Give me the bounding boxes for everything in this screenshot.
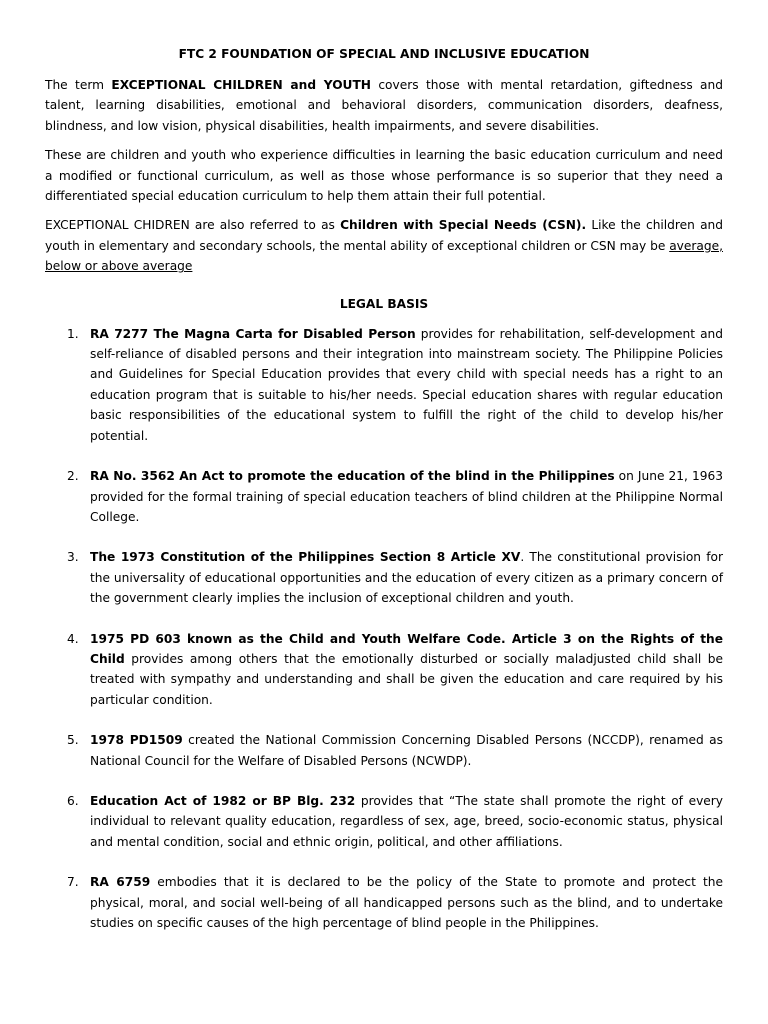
intro-p3-underlined: average, below or above average bbox=[45, 238, 723, 274]
list-item-body bbox=[90, 872, 723, 933]
list-item-text: . The constitutional provision for the universality of educational opportunities and the education of every citizen as a primary concern of the government clearly implies the inclusion of exceptional children and youth. bbox=[90, 550, 723, 606]
list-item-number: 7. bbox=[67, 875, 79, 890]
list-item-body bbox=[90, 791, 723, 852]
list-item-text: provides that “The state shall promote the right of every individual to relevant quality education, regardless of sex, age, breed, socio-economic status, physical and mental condition, social and ethnic origin, political, and other affiliations. bbox=[90, 793, 724, 849]
list-item-body bbox=[90, 324, 723, 446]
list-item-body bbox=[90, 547, 723, 608]
list-item-text: provides among others that the emotionally disturbed or socially maladjusted child shall be treated with sympathy and understanding and shall be given the education and care required by his particular condition. bbox=[90, 651, 723, 707]
list-item-number: 5. bbox=[67, 733, 79, 748]
list-item-text: created the National Commission Concerning Disabled Persons (NCCDP), renamed as National Council for the Welfare of Disabled Persons (NCWDP). bbox=[90, 733, 723, 768]
list-item-law-title: RA No. 3562 An Act to promote the education of the blind in the Philippines bbox=[90, 469, 615, 484]
intro-paragraph-1 bbox=[45, 75, 723, 136]
legal-basis-heading: LEGAL BASIS bbox=[339, 296, 429, 311]
list-item-number: 1. bbox=[67, 326, 79, 341]
list-item-law-title: RA 6759 bbox=[90, 875, 151, 890]
intro-p1-lead: The term bbox=[45, 78, 112, 92]
list-item bbox=[45, 730, 723, 771]
list-item-text: provides for rehabilitation, self-development and self-reliance of disabled persons and their integration into mainstream society. The Philippine Policies and Guidelines for Special Education provides that every child with special needs has a right to an education program that is suitable to his/her needs. Special education shares with regular education basic responsibilities of the educational system to fulfill the right of the child to develop his/her potential. bbox=[90, 326, 723, 443]
list-item-number: 2. bbox=[67, 469, 79, 484]
list-item-text: embodies that it is declared to be the policy of the State to promote and protect the physical, moral, and social well-being of all handicapped persons such as the blind, and to undertake studies on specific causes of the high percentage of blind people in the Philippines. bbox=[90, 875, 723, 930]
intro-p3-mid: Like the children and youth in elementary and secondary schools, the mental ability of exceptional children or CSN may be bbox=[45, 218, 724, 253]
list-item bbox=[45, 324, 723, 446]
list-item-law-title: RA 7277 The Magna Carta for Disabled Person bbox=[90, 326, 416, 341]
list-item-law-title: 1978 PD1509 bbox=[90, 733, 183, 748]
document-title: FTC 2 FOUNDATION OF SPECIAL AND INCLUSIVE EDUCATION bbox=[178, 47, 590, 61]
list-item-body bbox=[90, 466, 723, 527]
list-item bbox=[45, 466, 723, 527]
legal-basis-list bbox=[45, 324, 723, 934]
list-item-law-title: The 1973 Constitution of the Philippines Section 8 Article XV bbox=[90, 550, 521, 565]
list-item-number: 6. bbox=[67, 793, 79, 808]
list-item bbox=[45, 547, 723, 608]
list-item bbox=[45, 791, 723, 852]
list-item-body bbox=[90, 730, 723, 771]
list-item-body bbox=[90, 629, 723, 711]
intro-p1-term: EXCEPTIONAL CHILDREN and YOUTH bbox=[111, 78, 371, 92]
intro-p1-rest: covers those with mental retardation, giftedness and talent, learning disabilities, emotional and behavioral disorders, communication disorders, deafness, blindness, and low vision, physical disabilities, health impairments, and severe disabilities. bbox=[45, 78, 723, 133]
list-item bbox=[45, 872, 723, 933]
list-item-number: 3. bbox=[67, 550, 79, 565]
list-item-law-title: 1975 PD 603 known as the Child and Youth Welfare Code. Article 3 on the Rights of the Child bbox=[90, 631, 723, 666]
list-item-law-title: Education Act of 1982 or BP Blg. 232 bbox=[90, 793, 356, 808]
intro-paragraph-2: These are children and youth who experience difficulties in learning the basic education curriculum and need a modified or functional curriculum, as well as those whose performance is so superior that they need a differentiated special education curriculum to help them attain their full potential. bbox=[45, 148, 723, 204]
list-item-text: on June 21, 1963 provided for the formal training of special education teachers of blind children at the Philippine Normal College. bbox=[90, 469, 723, 524]
intro-p3-term: Children with Special Needs (CSN). bbox=[340, 218, 587, 233]
intro-p3-lead: EXCEPTIONAL CHIDREN are also referred to as bbox=[45, 218, 341, 233]
list-item-number: 4. bbox=[67, 631, 79, 646]
list-item bbox=[45, 629, 723, 711]
intro-paragraph-3 bbox=[45, 215, 723, 276]
